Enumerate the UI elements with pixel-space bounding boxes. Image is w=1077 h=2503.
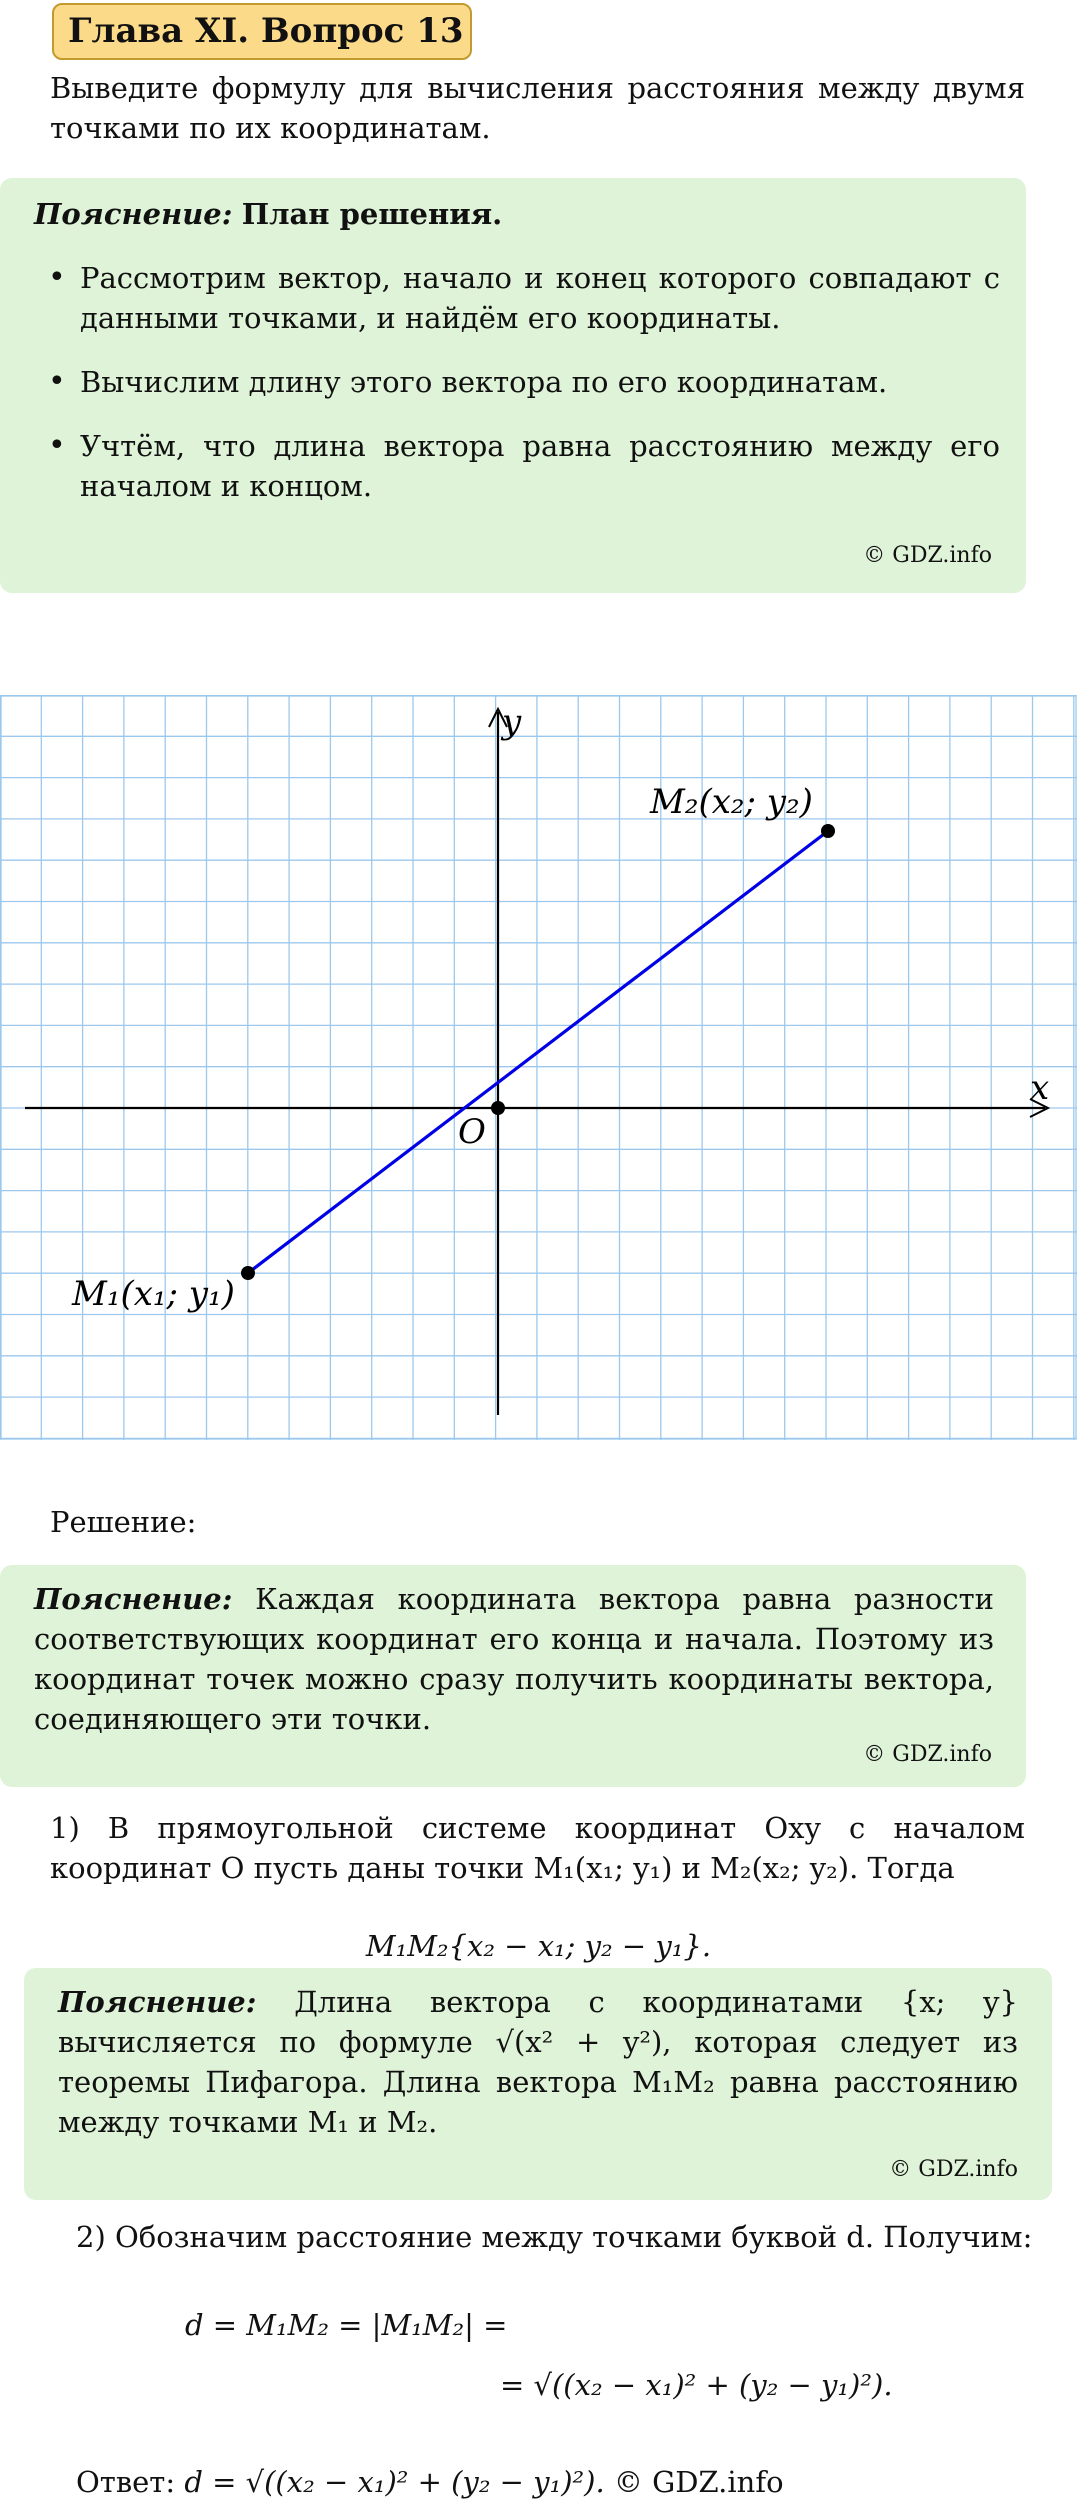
origin-label: O <box>458 1112 486 1152</box>
step1-formula: M₁M₂{x₂ − x₁; y₂ − y₁}. <box>365 1929 712 1963</box>
plan-list <box>0 258 1000 530</box>
note-copyright: © GDZ.info <box>889 2157 1018 2182</box>
formula-line-1: d = M₁M₂ = |M₁M₂| = <box>185 2308 508 2342</box>
formula-line-2: = √((x₂ − x₁)² + (y₂ − y₁)²). <box>500 2368 893 2402</box>
plan-note-title: План решения. <box>241 197 503 231</box>
plan-item: • Рассмотрим вектор, начало и конец которого совпадают с данными точками, и найдём его координаты. <box>0 258 1000 338</box>
note-body: Каждая координата вектора равна разности соответствующих координат его конца и начала. Поэтому из координат точек можно сразу получить координаты вектора, соединяющего эти точки. <box>34 1582 995 1736</box>
note-box-coordinates <box>0 1565 1026 1787</box>
grid <box>0 695 1077 1440</box>
plan-note-heading <box>34 194 502 234</box>
note-body: Длина вектора с координатами {x; y} вычисляется по формуле √(x² + y²), которая следует из теоремы Пифагора. Длина вектора M₁M₂ равна расстоянию между точками M₁ и M₂. <box>58 1985 1019 2139</box>
plan-item: • Вычислим длину этого вектора по его координатам. <box>0 362 1000 402</box>
note-text-length <box>58 1982 1018 2142</box>
note-text-coordinates <box>34 1579 994 1739</box>
plan-copyright: © GDZ.info <box>863 543 992 568</box>
answer-formula: d = √((x₂ − x₁)² + (y₂ − y₁)²). <box>184 2465 605 2499</box>
y-axis-label: y <box>502 702 522 742</box>
note-box-length <box>24 1968 1052 2200</box>
step2-text: 2) Обозначим расстояние между точками буквой d. Получим: <box>76 2220 1033 2254</box>
question-text: Выведите формулу для вычисления расстояния между двумя точками по их координатам. <box>50 71 1025 145</box>
coordinate-figure <box>0 695 1077 1440</box>
answer-label: Ответ: <box>76 2465 176 2499</box>
vector-m1m2 <box>248 831 828 1273</box>
point-m1 <box>241 1266 255 1280</box>
point-m2-label: M₂(x₂; y₂) <box>650 782 813 822</box>
answer-line <box>76 2462 784 2502</box>
chapter-title: Глава XI. Вопрос 13 <box>52 3 472 60</box>
plan-note-box <box>0 178 1026 593</box>
point-m2 <box>821 824 835 838</box>
answer-copyright: © GDZ.info <box>613 2465 784 2499</box>
point-m1-label: M₁(x₁; y₁) <box>72 1274 235 1314</box>
step1-text: 1) В прямоугольной системе координат Oxy с началом координат O пусть даны точки M₁(x₁; y₁) и M₂(x₂; y₂). Тогда <box>50 1811 1025 1885</box>
plan-item: • Учтём, что длина вектора равна расстоянию между его началом и концом. <box>0 426 1000 506</box>
note-label: Пояснение: <box>34 1582 233 1616</box>
x-axis-label: x <box>1030 1068 1050 1108</box>
solution-label: Решение: <box>50 1505 197 1539</box>
note-copyright: © GDZ.info <box>863 1742 992 1767</box>
point-origin <box>491 1101 505 1115</box>
plan-note-label: Пояснение: <box>34 197 233 231</box>
note-label: Пояснение: <box>58 1985 257 2019</box>
